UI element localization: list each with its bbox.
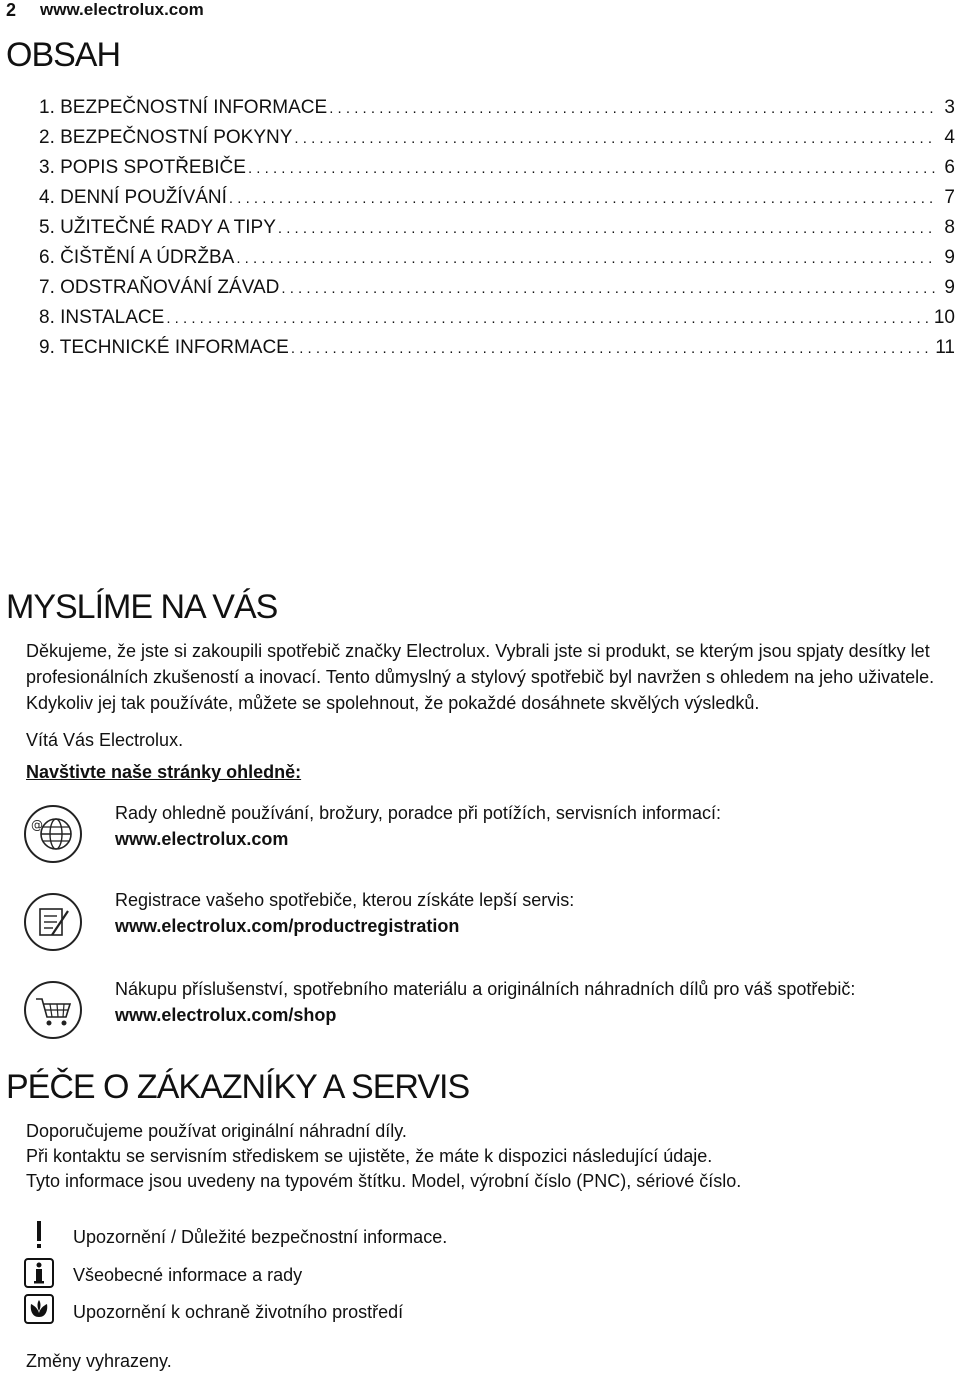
toc-item[interactable]: 3. POPIS SPOTŘEBIČE . . . 6 <box>39 157 955 183</box>
page-number: 2 <box>6 0 17 20</box>
shopping-cart-icon <box>24 981 82 1039</box>
toc-item[interactable]: 9. TECHNICKÉ INFORMACE . . . 11 <box>39 337 955 363</box>
care-line-2: Při kontaktu se servisním střediskem se ujistěte, že máte k dispozici následující údaje. <box>26 1146 713 1166</box>
globe-icon <box>24 805 82 863</box>
section-title-care: PÉČE O ZÁKAZNÍKY A SERVIS <box>6 1068 470 1106</box>
toc-title: OBSAH <box>6 36 121 74</box>
toc-item[interactable]: 6. ČIŠTĚNÍ A ÚDRŽBA . . . 9 <box>39 247 955 273</box>
toc-item[interactable]: 5. UŽITEČNÉ RADY A TIPY . . . 8 <box>39 217 955 243</box>
care-line-1: Doporučujeme používat originální náhradní díly. <box>26 1121 407 1141</box>
service-text-3: Nákupu příslušenství, spotřebního materiálu a originálních náhradních dílů pro váš spotřebič: <box>115 979 856 999</box>
warning-icon <box>24 1220 54 1250</box>
service-link-3[interactable]: www.electrolux.com/shop <box>115 1005 337 1025</box>
section-title-thinking: MYSLÍME NA VÁS <box>6 588 278 626</box>
service-text-1: Rady ohledně používání, brožury, poradce při potížích, servisních informací: <box>115 803 721 823</box>
service-text-2: Registrace vašeho spotřebiče, kterou získáte lepší servis: <box>115 890 575 910</box>
toc-item[interactable]: 8. INSTALACE . . . 10 <box>39 307 955 333</box>
footer-note: Změny vyhrazeny. <box>26 1351 172 1371</box>
visit-heading: Navštivte naše stránky ohledně: <box>26 762 302 782</box>
registration-icon <box>24 893 82 951</box>
svg-text:@: @ <box>31 818 43 832</box>
toc-item[interactable]: 2. BEZPEČNOSTNÍ POKYNY . . . 4 <box>39 127 955 153</box>
toc-item[interactable]: 4. DENNÍ POUŽÍVÁNÍ . . . 7 <box>39 187 955 213</box>
symbol-text-info: Všeobecné informace a rady <box>73 1265 303 1285</box>
symbol-text-environment: Upozornění k ochraně životního prostředí <box>73 1302 404 1322</box>
toc-item[interactable]: 1. BEZPEČNOSTNÍ INFORMACE . . . 3 <box>39 97 955 123</box>
toc-item[interactable]: 7. ODSTRAŇOVÁNÍ ZÁVAD . . . 9 <box>39 277 955 303</box>
symbol-text-warning: Upozornění / Důležité bezpečnostní informace. <box>73 1227 448 1247</box>
service-link-1[interactable]: www.electrolux.com <box>115 829 289 849</box>
care-line-3: Tyto informace jsou uvedeny na typovém štítku. Model, výrobní číslo (PNC), sériové číslo. <box>26 1171 742 1191</box>
welcome-text: Vítá Vás Electrolux. <box>26 730 184 750</box>
info-icon <box>24 1258 54 1288</box>
website-header: www.electrolux.com <box>40 0 204 19</box>
environment-icon <box>24 1294 54 1324</box>
service-link-2[interactable]: www.electrolux.com/productregistration <box>115 916 460 936</box>
intro-paragraph: Děkujeme, že jste si zakoupili spotřebič značky Electrolux. Vybrali jste si produkt, se kterým jsou spjaty desítky let profesionálních zkušeností a inovací. Tento důmyslný a stylový spotřebič byl navržen s ohledem na jeho uživatele. Kdykoliv jej tak používáte, můžete se spolehnout, že pokaždé dosáhnete skvělých výsledků. <box>26 641 935 713</box>
